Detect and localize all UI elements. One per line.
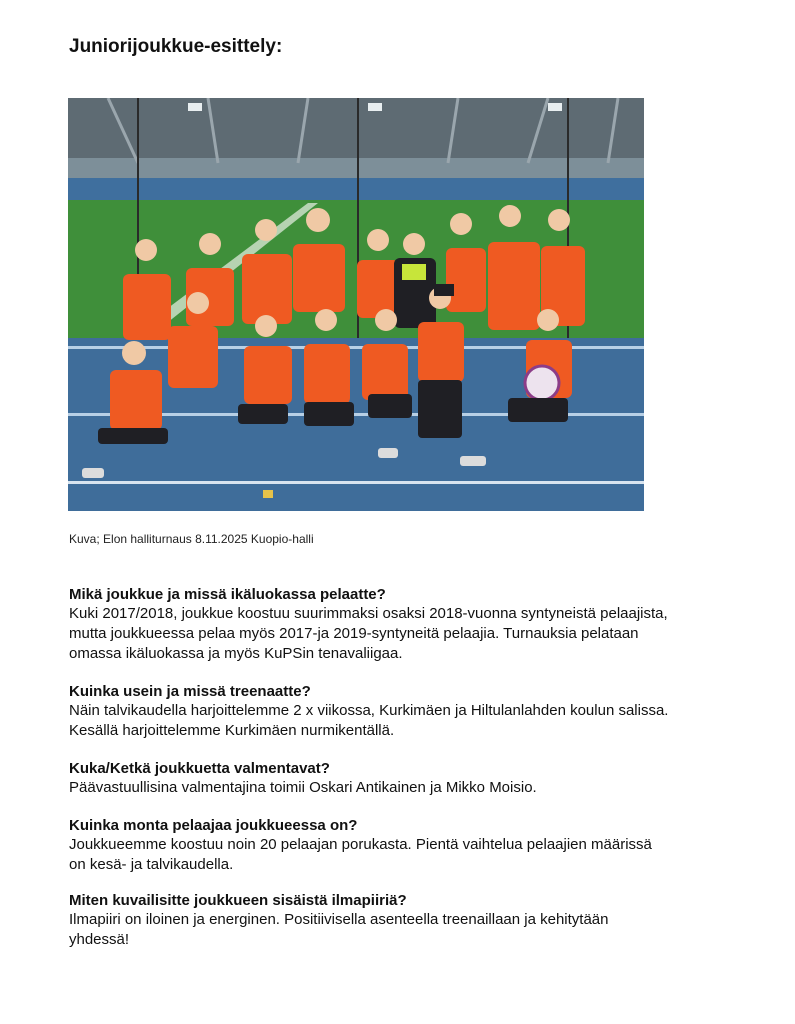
qa-answer-line: yhdessä! — [69, 931, 130, 948]
qa-block — [69, 891, 759, 950]
page-title: Juniorijoukkue-esittely: — [69, 36, 283, 57]
qa-block — [69, 816, 759, 875]
qa-answer-line: on kesä- ja talvikaudella. — [69, 856, 234, 873]
qa-question: Kuka/Ketkä joukkuetta valmentavat? — [69, 760, 330, 777]
qa-question: Kuinka usein ja missä treenaatte? — [69, 683, 311, 700]
qa-block — [69, 759, 759, 798]
qa-answer-line: omassa ikäluokassa ja myös KuPSin tenavaliigaa. — [69, 645, 403, 662]
qa-answer-line: Kesällä harjoittelemme Kurkimäen nurmikentällä. — [69, 722, 395, 739]
photo-caption: Kuva; Elon halliturnaus 8.11.2025 Kuopio-halli — [69, 532, 314, 546]
qa-answer-line: Kuki 2017/2018, joukkue koostuu suurimmaksi osaksi 2018-vuonna syntyneistä pelaajista, — [69, 605, 668, 622]
qa-answer-line: Joukkueemme koostuu noin 20 pelaajan porukasta. Pientä vaihtelua pelaajien määrissä — [69, 836, 652, 853]
qa-answer-line: mutta joukkueessa pelaa myös 2017-ja 2019-syntyneitä pelaajia. Turnauksia pelataan — [69, 625, 639, 642]
qa-block — [69, 585, 759, 664]
qa-question: Kuinka monta pelaajaa joukkueessa on? — [69, 817, 358, 834]
qa-answer-line: Päävastuullisina valmentajina toimii Oskari Antikainen ja Mikko Moisio. — [69, 779, 537, 796]
qa-block — [69, 682, 759, 741]
qa-question: Mikä joukkue ja missä ikäluokassa pelaatte? — [69, 586, 386, 603]
qa-question: Miten kuvailisitte joukkueen sisäistä ilmapiiriä? — [69, 892, 407, 909]
qa-answer-line: Näin talvikaudella harjoittelemme 2 x viikossa, Kurkimäen ja Hiltulanlahden koulun salissa. — [69, 702, 669, 719]
team-photo — [68, 98, 644, 511]
qa-answer-line: Ilmapiiri on iloinen ja energinen. Positiivisella asenteella treenaillaan ja kehitytään — [69, 911, 609, 928]
